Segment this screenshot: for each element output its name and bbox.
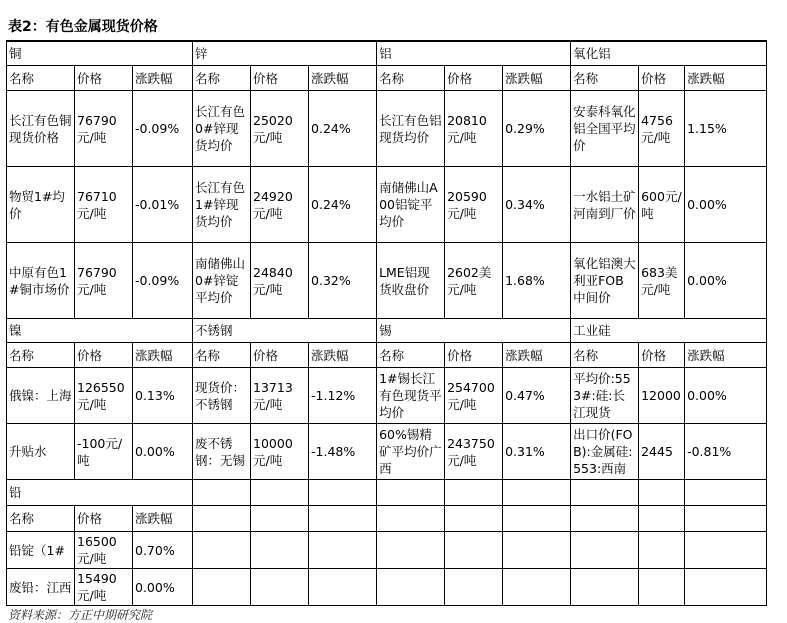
section-stainless: 不锈钢 (193, 319, 377, 343)
cell-change: 0.29% (503, 91, 571, 167)
header-change: 涨跌幅 (309, 66, 377, 91)
table-row (7, 243, 767, 319)
cell-name: 60%锡精矿平均价广西 (377, 424, 445, 480)
cell-change: -1.48% (309, 424, 377, 480)
cell-change: 0.00% (685, 243, 767, 319)
cell-name: 长江有色铜现货价格 (7, 91, 75, 167)
cell-name: 平均价:553#:硅:长江现货 (571, 368, 639, 424)
cell-price: 2602美元/吨 (445, 243, 503, 319)
source-note: 资料来源：方正中期研究院 (8, 608, 153, 622)
cell-name: LME铝现货收盘价 (377, 243, 445, 319)
cell-price: 2445 (639, 424, 685, 480)
table-row (7, 569, 767, 606)
empty-cell (445, 480, 503, 506)
cell-change: 0.31% (503, 424, 571, 480)
header-price: 价格 (639, 343, 685, 368)
empty-cell (193, 506, 251, 532)
section-alumina: 氧化铝 (571, 41, 767, 66)
section-lead: 铅 (7, 480, 193, 506)
empty-cell (309, 569, 377, 606)
cell-price: 254700元/吨 (445, 368, 503, 424)
cell-change: 0.00% (133, 424, 193, 480)
cell-change: -0.09% (133, 243, 193, 319)
cell-change: 0.47% (503, 368, 571, 424)
section-copper: 铜 (7, 41, 193, 66)
metal-price-table (6, 40, 767, 606)
cell-name: 一水铝土矿河南到厂价 (571, 167, 639, 243)
empty-cell (251, 532, 309, 569)
empty-cell (193, 480, 251, 506)
cell-change: -1.12% (309, 368, 377, 424)
header-price: 价格 (445, 66, 503, 91)
header-change: 涨跌幅 (503, 343, 571, 368)
cell-change: 0.24% (309, 91, 377, 167)
cell-name: 现货价：不锈钢 (193, 368, 251, 424)
cell-name: 出口价(FOB):金属硅:553:西南 (571, 424, 639, 480)
cell-price: 76790元/吨 (75, 243, 133, 319)
cell-price: 24920元/吨 (251, 167, 309, 243)
cell-name: 南储佛山0#锌锭平均价 (193, 243, 251, 319)
cell-price: 126550元/吨 (75, 368, 133, 424)
header-price: 价格 (251, 66, 309, 91)
empty-cell (639, 532, 685, 569)
empty-cell (445, 532, 503, 569)
header-name: 名称 (7, 343, 75, 368)
table-row (7, 91, 767, 167)
cell-name: 俄镍：上海 (7, 368, 75, 424)
empty-cell (251, 506, 309, 532)
cell-name: 长江有色1#锌现货均价 (193, 167, 251, 243)
header-change: 涨跌幅 (133, 66, 193, 91)
empty-cell (571, 480, 639, 506)
header-name: 名称 (571, 66, 639, 91)
header-name: 名称 (377, 66, 445, 91)
cell-change: -0.81% (685, 424, 767, 480)
header-name: 名称 (193, 343, 251, 368)
header-price: 价格 (75, 506, 133, 532)
header-change: 涨跌幅 (685, 343, 767, 368)
header-change: 涨跌幅 (503, 66, 571, 91)
table-row (7, 424, 767, 480)
cell-price: 25020元/吨 (251, 91, 309, 167)
cell-price: 76790元/吨 (75, 91, 133, 167)
empty-cell (685, 480, 767, 506)
cell-price: -100元/吨 (75, 424, 133, 480)
empty-cell (309, 532, 377, 569)
section-silicon: 工业硅 (571, 319, 767, 343)
empty-cell (309, 480, 377, 506)
empty-cell (251, 569, 309, 606)
cell-change: 1.15% (685, 91, 767, 167)
cell-name: 1#锡长江有色现货平均价 (377, 368, 445, 424)
cell-name: 南储佛山A00铝锭平均价 (377, 167, 445, 243)
empty-cell (571, 569, 639, 606)
section-aluminum: 铝 (377, 41, 571, 66)
table-row (7, 368, 767, 424)
header-change: 涨跌幅 (133, 343, 193, 368)
cell-name: 废铅：江西 (7, 569, 75, 606)
section-nickel: 镍 (7, 319, 193, 343)
empty-cell (377, 480, 445, 506)
cell-price: 24840元/吨 (251, 243, 309, 319)
cell-name: 氧化铝澳大利亚FOB中间价 (571, 243, 639, 319)
cell-price: 20810元/吨 (445, 91, 503, 167)
cell-price: 15490元/吨 (75, 569, 133, 606)
header-name: 名称 (377, 343, 445, 368)
header-price: 价格 (75, 66, 133, 91)
cell-name: 废不锈钢：无锡 (193, 424, 251, 480)
cell-change: 0.00% (133, 569, 193, 606)
cell-price: 13713元/吨 (251, 368, 309, 424)
cell-name: 中原有色1#铜市场价 (7, 243, 75, 319)
header-price: 价格 (445, 343, 503, 368)
empty-cell (251, 480, 309, 506)
header-change: 涨跌幅 (685, 66, 767, 91)
empty-cell (639, 480, 685, 506)
empty-cell (685, 532, 767, 569)
empty-cell (571, 506, 639, 532)
cell-change: 1.68% (503, 243, 571, 319)
empty-cell (445, 569, 503, 606)
empty-cell (309, 506, 377, 532)
empty-cell (503, 480, 571, 506)
table-title: 表2：有色金属现货价格 (8, 19, 158, 35)
cell-change: -0.01% (133, 167, 193, 243)
cell-price: 20590元/吨 (445, 167, 503, 243)
cell-change: 0.32% (309, 243, 377, 319)
cell-price: 683美元/吨 (639, 243, 685, 319)
cell-change: 0.70% (133, 532, 193, 569)
cell-price: 16500元/吨 (75, 532, 133, 569)
cell-change: -0.09% (133, 91, 193, 167)
cell-price: 10000元/吨 (251, 424, 309, 480)
empty-cell (377, 506, 445, 532)
cell-name: 升贴水 (7, 424, 75, 480)
empty-cell (377, 569, 445, 606)
section-tin: 锡 (377, 319, 571, 343)
cell-price: 243750元/吨 (445, 424, 503, 480)
cell-name: 长江有色0#锌现货均价 (193, 91, 251, 167)
header-name: 名称 (571, 343, 639, 368)
header-price: 价格 (251, 343, 309, 368)
cell-change: 0.24% (309, 167, 377, 243)
cell-name: 长江有色铝现货均价 (377, 91, 445, 167)
header-price: 价格 (639, 66, 685, 91)
empty-cell (503, 569, 571, 606)
empty-cell (445, 506, 503, 532)
header-name: 名称 (7, 506, 75, 532)
empty-cell (193, 532, 251, 569)
empty-cell (377, 532, 445, 569)
cell-price: 4756元/吨 (639, 91, 685, 167)
empty-cell (503, 506, 571, 532)
cell-name: 物贸1#均价 (7, 167, 75, 243)
cell-change: 0.13% (133, 368, 193, 424)
cell-change: 0.00% (685, 167, 767, 243)
table-row (7, 532, 767, 569)
cell-change: 0.34% (503, 167, 571, 243)
empty-cell (685, 506, 767, 532)
cell-name: 铅锭（1# (7, 532, 75, 569)
section-zinc: 锌 (193, 41, 377, 66)
empty-cell (685, 569, 767, 606)
cell-price: 76710元/吨 (75, 167, 133, 243)
table-row (7, 167, 767, 243)
header-price: 价格 (75, 343, 133, 368)
header-name: 名称 (193, 66, 251, 91)
cell-price: 12000 (639, 368, 685, 424)
cell-name: 安泰科氧化铝全国平均价 (571, 91, 639, 167)
cell-change: 0.00% (685, 368, 767, 424)
empty-cell (503, 532, 571, 569)
header-change: 涨跌幅 (133, 506, 193, 532)
cell-price: 600元/吨 (639, 167, 685, 243)
empty-cell (639, 506, 685, 532)
empty-cell (193, 569, 251, 606)
header-change: 涨跌幅 (309, 343, 377, 368)
empty-cell (571, 532, 639, 569)
header-name: 名称 (7, 66, 75, 91)
empty-cell (639, 569, 685, 606)
